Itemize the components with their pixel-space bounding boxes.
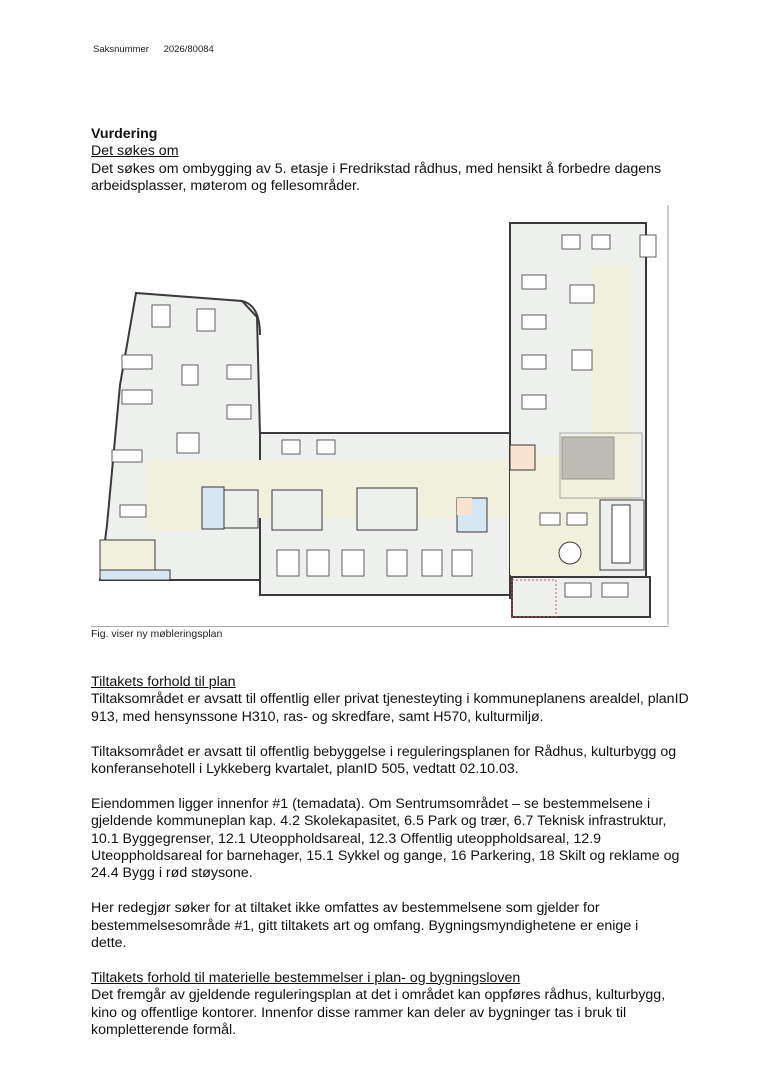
materielle-heading: Tiltakets forhold til materielle bestemmelser i plan- og bygningsloven <box>91 969 521 986</box>
case-number: 2026/80084 <box>163 44 214 55</box>
plan-paragraph-3: Eiendommen ligger innenfor #1 (temadata). Om Sentrumsområdet – se bestemmelsene i gjeldende kommuneplan kap. 4.2 Skolekapasitet, 6.5 Park og trær, 6.7 Teknisk infrastruktur, 10.1 Byggegrenser, 12.1 Uteoppholdsareal, 12.3 Offentlig uteoppholdsareal, 12.9 Uteoppholdsareal for barnehager, 15.1 Sykkel og gange, 16 Parkering, 18 Skilt og reklame og 24.4 Bygg i rød støysone. <box>91 795 680 882</box>
floor-plan-figure <box>92 205 672 633</box>
subheading-det-sokes-om: Det søkes om <box>91 143 179 160</box>
plan-section <box>91 674 691 1039</box>
case-label: Saksnummer <box>93 44 149 55</box>
plan-paragraph-1: Tiltaksområdet er avsatt til offentlig eller privat tjenesteyting i kommuneplanens arealdel, planID 913, med hensynssone H310, ras- og skredfare, samt H570, kulturmiljø. <box>91 691 689 725</box>
plan-heading: Tiltakets forhold til plan <box>91 674 236 690</box>
vurdering-section <box>91 126 691 196</box>
application-description: Det søkes om ombygging av 5. etasje i Fredrikstad rådhus, med hensikt å forbedre dagens arbeidsplasser, møterom og fellesområder. <box>91 160 662 195</box>
section-title: Vurdering <box>91 126 158 142</box>
case-number-line <box>93 44 214 55</box>
plan-paragraph-2: Tiltaksområdet er avsatt til offentlig bebyggelse i reguleringsplanen for Rådhus, kulturbygg og konferansehotell i Lykkeberg kvartalet, planID 505, vedtatt 02.10.03. <box>91 743 677 778</box>
materielle-body: Det fremgår av gjeldende reguleringsplan at det i området kan oppføres rådhus, kulturbygg, kino og offentlige kontorer. Innenfor disse rammer kan deler av bygninger tas i bruk til kompletterende formål. <box>91 987 666 1039</box>
plan-paragraph-4: Her redegjør søker for at tiltaket ikke omfattes av bestemmelsene som gjelder for bestemmelsesområde #1, gitt tiltakets art og omfang. Bygningsmyndighetene er enige i dette. <box>91 900 639 952</box>
figure-caption: Fig. viser ny møbleringsplan <box>91 628 223 640</box>
figure-divider <box>91 626 669 627</box>
